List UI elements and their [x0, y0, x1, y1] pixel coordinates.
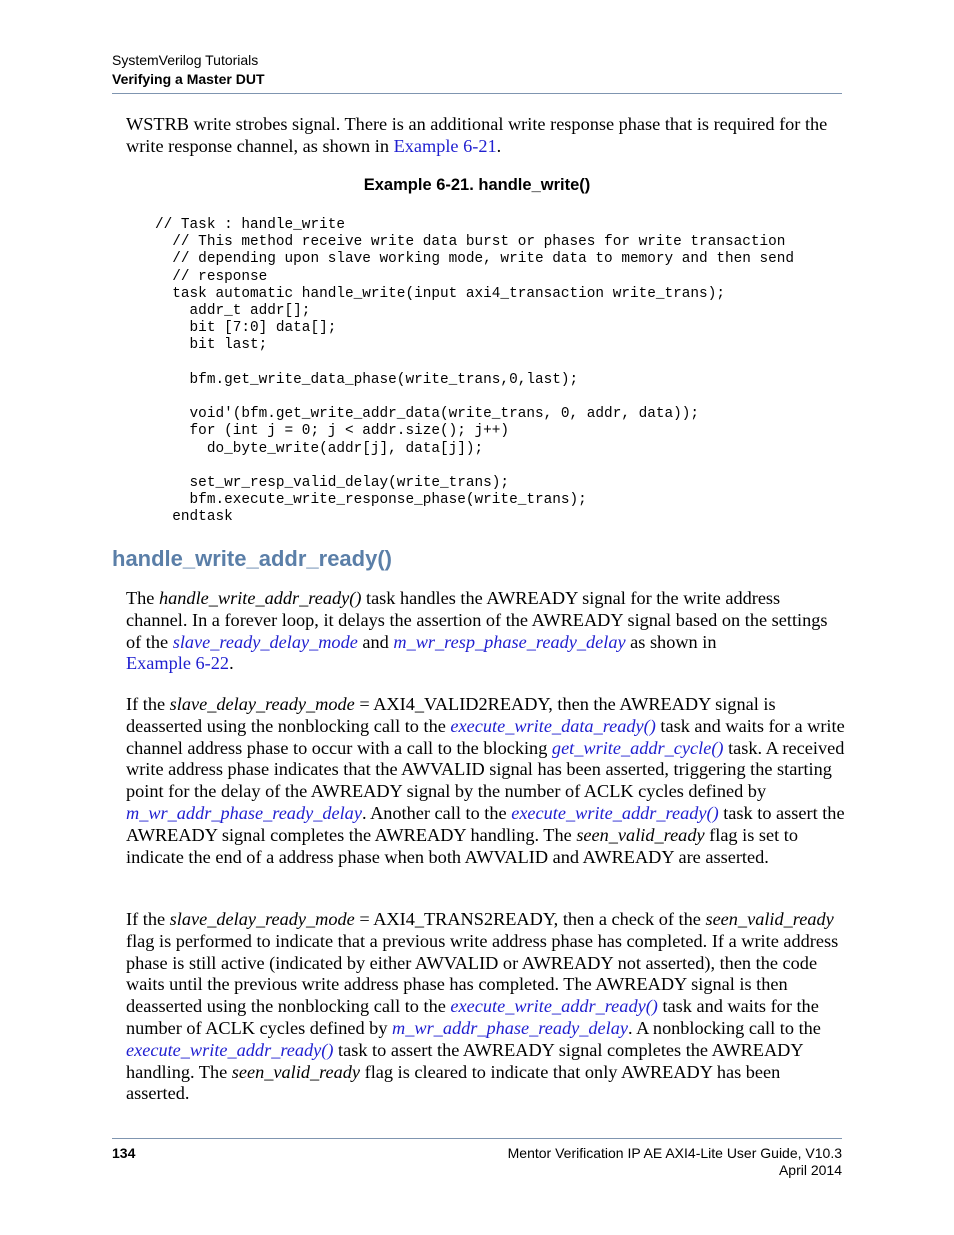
intro-paragraph — [126, 114, 846, 158]
m-wr-addr-phase-ready-delay-link[interactable]: m_wr_addr_phase_ready_delay — [126, 802, 362, 823]
running-header-title: SystemVerilog Tutorials — [112, 52, 259, 68]
paragraph-2: If the slave_delay_ready_mode = AXI4_VALID2READY, then the AWREADY signal is deasserted using the nonblocking call to the execute_write_data_ready() task and waits for a write channel address phase to occur with a call to the blocking get_write_addr_cycle() task. A received write address phase indicates that the AWVALID signal has been asserted, triggering the starting point for the delay of the AWREADY signal by the number of ACLK cycles defined by m_wr_addr_phase_ready_delay. Another call to the execute_write_addr_ready() task to assert the AWREADY signal completes the AWREADY handling. The seen_valid_ready flag is set to indicate the end of a address phase when both AWVALID and AWREADY are asserted. — [126, 694, 845, 867]
footer-date: April 2014 — [778, 1162, 842, 1178]
footer-title: Mentor Verification IP AE AXI4-Lite User Guide, V10.3 — [507, 1145, 842, 1161]
intro-text-end: . — [496, 135, 502, 156]
function-name: handle_write_addr_ready() — [159, 588, 362, 608]
m-wr-resp-phase-ready-delay-link[interactable]: m_wr_resp_phase_ready_delay — [393, 631, 626, 652]
m-wr-addr-phase-ready-delay-link[interactable]: m_wr_addr_phase_ready_delay — [392, 1017, 628, 1038]
example-6-21-link[interactable]: Example 6-21 — [393, 135, 497, 156]
section-heading: handle_write_addr_ready() — [112, 546, 392, 571]
execute-write-addr-ready-link[interactable]: execute_write_addr_ready() — [450, 996, 658, 1017]
running-header-section: Verifying a Master DUT — [112, 71, 265, 87]
paragraph-3: If the slave_delay_ready_mode = AXI4_TRANS2READY, then a check of the seen_valid_ready flag is performed to indicate that a previous write address phase has completed. If a write address phase is still active (indicated by either AWVALID or AWREADY not asserted), then the code waits until the previous write address phase has completed. The AWREADY signal is then deasserted using the nonblocking call to the execute_write_addr_ready() task and waits for the number of ACLK cycles defined by m_wr_addr_phase_ready_delay. A nonblocking call to the execute_write_addr_ready() task to assert the AWREADY signal completes the AWREADY handling. The seen_valid_ready flag is cleared to indicate that only AWREADY has been asserted. — [126, 909, 839, 1104]
slave-ready-delay-mode-link[interactable]: slave_ready_delay_mode — [172, 631, 358, 652]
execute-write-addr-ready-link[interactable]: execute_write_addr_ready() — [511, 802, 719, 823]
page-number: 134 — [112, 1145, 136, 1161]
header-rule — [112, 93, 842, 94]
paragraph-1: The handle_write_addr_ready() task handles the AWREADY signal for the write address channel. In a forever loop, it delays the assertion of the AWREADY signal based on the settings of the slave_ready_delay_mode and m_wr_resp_phase_ready_delay as shown in Example 6-22. — [126, 588, 828, 674]
example-title: Example 6-21. handle_write() — [363, 176, 591, 194]
intro-text: WSTRB write strobes signal. There is an additional write response phase that is required for the write response channel, as shown in — [126, 114, 828, 156]
execute-write-data-ready-link[interactable]: execute_write_data_ready() — [450, 715, 656, 736]
get-write-addr-cycle-link[interactable]: get_write_addr_cycle() — [551, 737, 724, 758]
code-listing: // Task : handle_write // This method receive write data burst or phases for write transaction // depending upon slave working mode, write data to memory and then send // response task automatic handle_write(input axi4_transaction write_trans); addr_t addr[]; bit [7:0] data[]; bit last; bfm.get_write_data_phase(write_trans,0,last); void'(bfm.get_write_addr_data(write_trans, 0, addr, data)); for (int j = 0; j < addr.size(); j++) do_byte_write(addr[j], data[j]); set_wr_resp_valid_delay(write_trans); bfm.execute_write_response_phase(write_trans); endtask — [155, 217, 795, 526]
footer-rule — [112, 1138, 842, 1139]
execute-write-addr-ready-link[interactable]: execute_write_addr_ready() — [126, 1039, 334, 1060]
example-6-22-link[interactable]: Example 6-22 — [126, 653, 230, 674]
